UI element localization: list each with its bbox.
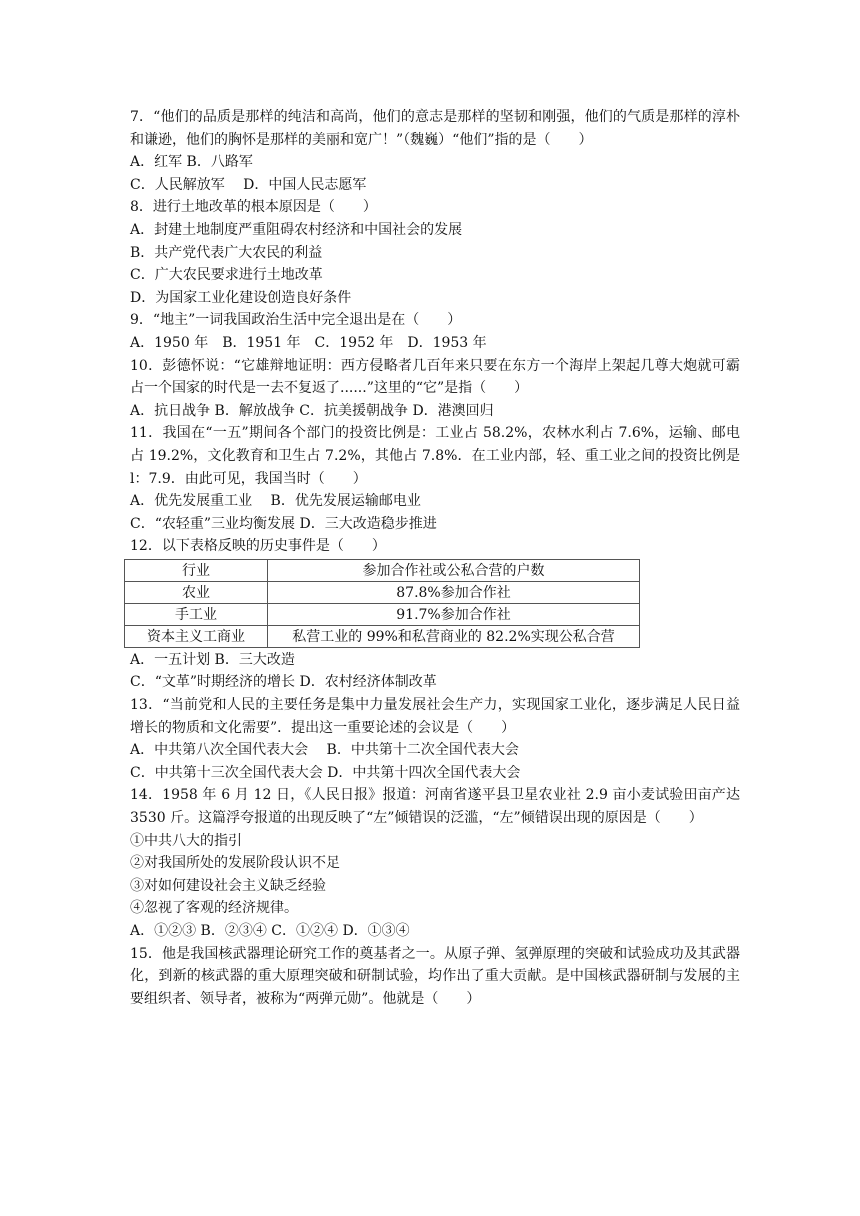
table-cell: 手工业 [125, 603, 268, 625]
question-11-options-cd: C．“农轻重”三业均衡发展 D．三大改造稳步推进 [130, 515, 437, 532]
question-9-options: A．1950 年 B．1951 年 C．1952 年 D．1953 年 [130, 334, 487, 351]
question-14-options: A．①②③ B．②③④ C．①②④ D．①③④ [130, 923, 410, 939]
question-7-options-ab: A．红军 B．八路军 [130, 154, 253, 171]
question-14-item-3: ③对如何建设社会主义缺乏经验 [130, 877, 326, 894]
question-11-stem: 11．我国在“一五”期间各个部门的投资比例是：工业占 58.2%，农林水利占 7.6%，运输、邮电占 19.2%，文化教育和卫生占 7.2%，其他占 7.8%．在工业内部，轻、重工业之间的投资比例是 l：7.9．由此可见，我国当时（ ） [130, 425, 740, 487]
question-15-stem: 15．他是我国核武器理论研究工作的奠基者之一。从原子弹、氢弹原理的突破和试验成功及其武器化，到新的核武器的重大原理突破和研制试验，均作出了重大贡献。是中国核武器研制与发展的主要组织者、领导者，被称为“两弹元勋”。他就是（ ） [130, 945, 740, 1007]
question-12-options-cd: C．“文革”时期经济的增长 D．农村经济体制改革 [130, 674, 437, 691]
table-row [125, 603, 640, 625]
table-header-cell: 参加合作社或公私合营的户数 [268, 559, 640, 581]
question-12-options-ab: A．一五计划 B．三大改造 [130, 651, 295, 668]
table-header-cell: 行业 [125, 559, 268, 581]
table-cell: 私营工业的 99%和私营商业的 82.2%实现公私合营 [268, 625, 640, 647]
question-10-stem: 10．彭德怀说：“它雄辩地证明：西方侵略者几百年来只要在东方一个海岸上架起几尊大炮就可霸占一个国家的时代是一去不复返了......”这里的“它”是指（ ） [130, 357, 740, 397]
table-cell: 91.7%参加合作社 [268, 603, 640, 625]
table-cell: 资本主义工商业 [125, 625, 268, 647]
question-14-item-4: ④忽视了客观的经济规律。 [130, 900, 298, 917]
question-8-option-c: C．广大农民要求进行土地改革 [130, 267, 323, 284]
question-8-option-b: B．共产党代表广大农民的利益 [130, 244, 323, 261]
question-13-stem: 13．“当前党和人民的主要任务是集中力量发展社会生产力，实现国家工业化，逐步满足人民日益增长的物质和文化需要”．提出这一重要论述的会议是（ ） [130, 697, 740, 736]
question-13-options-ab: A．中共第八次全国代表大会 B．中共第十二次全国代表大会 [130, 742, 519, 759]
question-13-options-cd: C．中共第十三次全国代表大会 D．中共第十四次全国代表大会 [130, 764, 521, 781]
question-8-option-a: A．封建土地制度严重阻碍农村经济和中国社会的发展 [130, 221, 463, 238]
table-cell: 87.8%参加合作社 [268, 581, 640, 603]
question-9-stem: 9．“地主”一词我国政治生活中完全退出是在（ ） [130, 312, 462, 329]
question-12-stem: 12．以下表格反映的历史事件是（ ） [130, 538, 386, 555]
table-cell: 农业 [125, 581, 268, 603]
question-8-stem: 8．进行土地改革的根本原因是（ ） [130, 199, 377, 216]
question-14-item-2: ②对我国所处的发展阶段认识不足 [130, 855, 340, 872]
question-10-options: A．抗日战争 B．解放战争 C．抗美援朝战争 D．港澳回归 [130, 402, 494, 419]
table-header-row [125, 559, 640, 581]
question-7-options-cd: C．人民解放军 D．中国人民志愿军 [130, 176, 367, 193]
question-11-options-ab: A．优先发展重工业 B．优先发展运输邮电业 [130, 493, 421, 510]
question-14-item-1: ①中共八大的指引 [130, 832, 242, 849]
table-row [125, 581, 640, 603]
question-14-stem: 14．1958 年 6 月 12 日，《人民日报》报道：河南省遂平县卫星农业社 2.9 亩小麦试验田亩产达 3530 斤。这篇浮夸报道的出现反映了“左”倾错误的泛滥，“左”倾错误出现的原因是（ ） [130, 787, 740, 827]
question-8-option-d: D．为国家工业化建设创造良好条件 [130, 289, 352, 306]
exam-page [130, 106, 740, 1010]
question-7-stem: 7．“他们的品质是那样的纯洁和高尚，他们的意志是那样的坚韧和刚强，他们的气质是那样的淳朴和谦逊，他们的胸怀是那样的美丽和宽广！”（魏巍）“他们”指的是（ ） [130, 109, 740, 148]
table-row [125, 625, 640, 647]
question-12-table [124, 559, 640, 648]
